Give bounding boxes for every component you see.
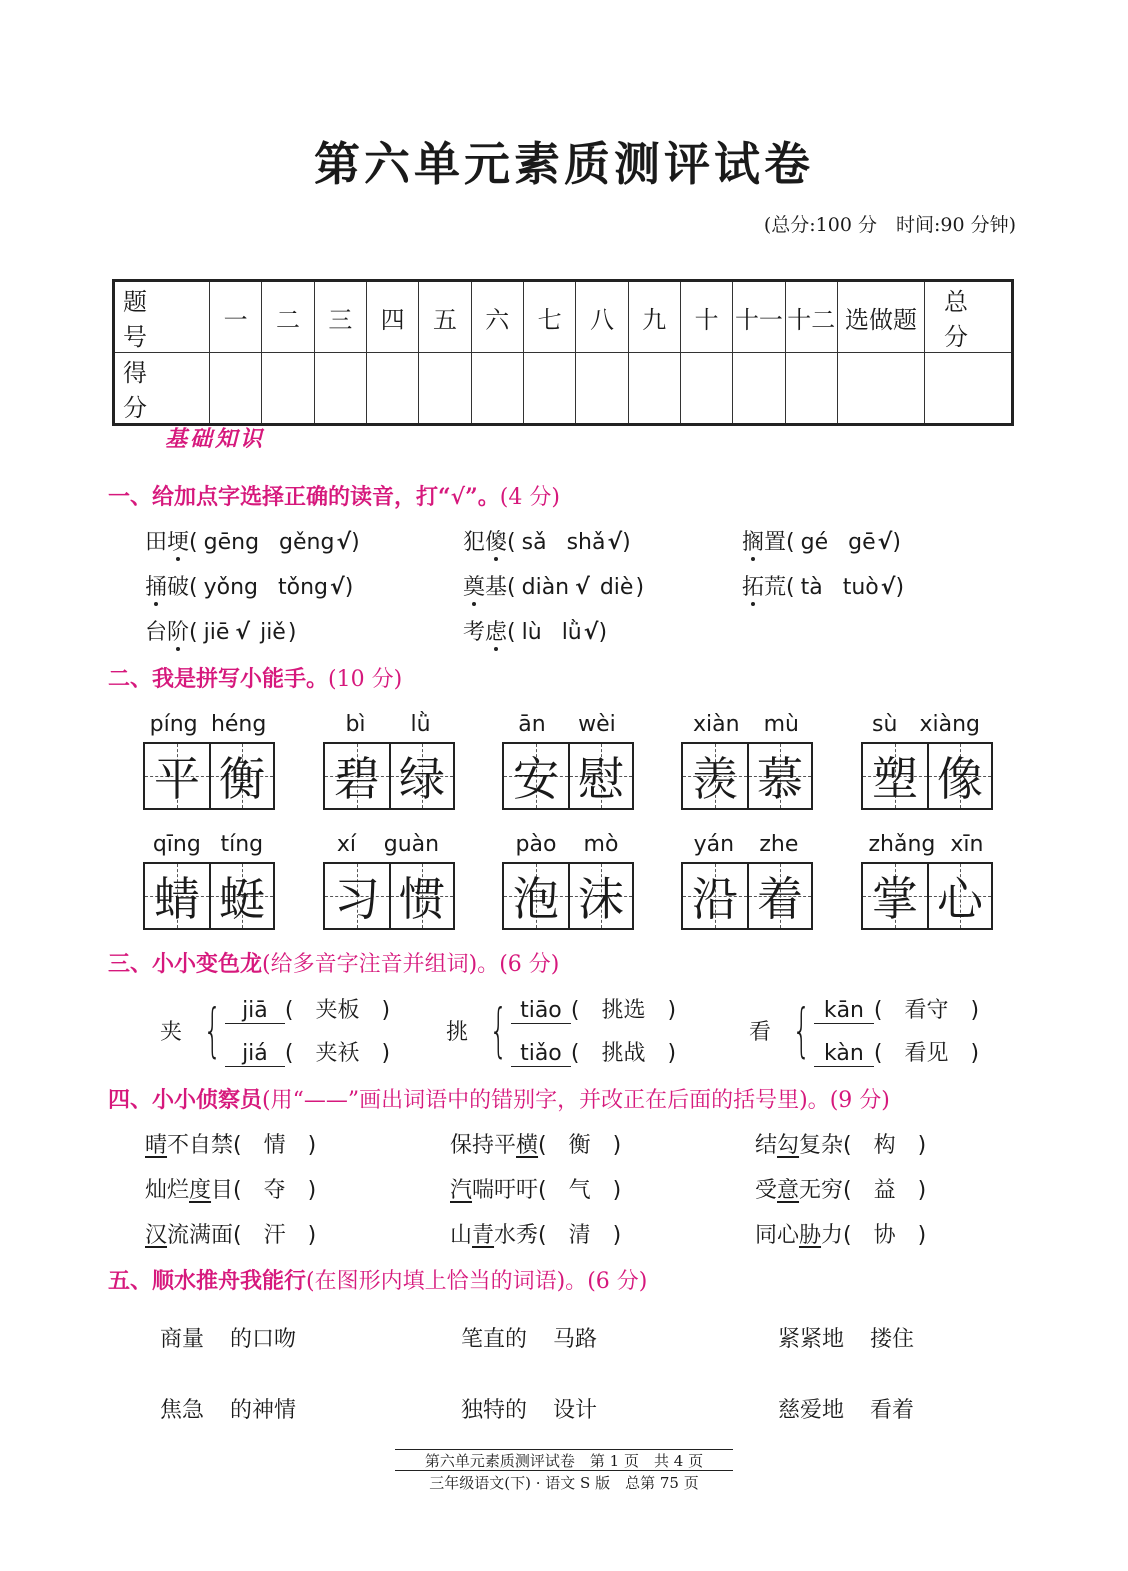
question-3-text: 三、小小变色龙 <box>108 951 263 977</box>
grid-cell[interactable] <box>568 864 632 928</box>
pinyin-answer[interactable]: kàn <box>814 1041 874 1067</box>
question-3-title <box>108 947 559 978</box>
correction-item: 山青水秀( 清 ) <box>450 1223 622 1248</box>
spelling-item <box>143 712 275 810</box>
writing-grid[interactable] <box>681 742 813 810</box>
answer-char: 平 <box>154 752 200 806</box>
wrong-char[interactable]: 汽 <box>450 1178 473 1203</box>
reading-word <box>145 620 189 645</box>
phrase-text: 保持平 <box>450 1133 517 1158</box>
reading-word <box>463 575 507 600</box>
writing-grid[interactable] <box>143 742 275 810</box>
pinyin-syllable: xí <box>336 832 357 857</box>
fill-part-a: 紧紧地 <box>778 1327 845 1352</box>
spelling-item <box>502 832 634 930</box>
answer-char: 习 <box>334 872 380 926</box>
answer-char: 着 <box>757 872 803 926</box>
fill-item <box>778 1322 914 1353</box>
table-header-cell: 八 <box>576 281 628 353</box>
question-4-title <box>108 1083 890 1114</box>
correction-answer[interactable]: 清 <box>568 1223 591 1248</box>
answer-char: 泡 <box>513 872 559 926</box>
reading-item: 奠基( diàn √ diè) <box>463 575 645 600</box>
check-mark: √ <box>575 575 590 600</box>
score-cell[interactable] <box>366 353 418 425</box>
correction-item: 同心胁力( 协 ) <box>755 1223 927 1248</box>
table-header-cell: 选做题 <box>838 281 925 353</box>
spelling-item <box>861 832 993 930</box>
grid-cell[interactable] <box>747 864 811 928</box>
check-mark: √ <box>880 575 896 600</box>
dotted-char: 捅 <box>145 575 168 600</box>
footer-line-2: 三年级语文(下) · 语文 S 版 总第 75 页 <box>429 1474 699 1492</box>
answer-char: 沫 <box>578 872 624 926</box>
pinyin-syllable: tíng <box>220 832 264 857</box>
reading-option[interactable]: gē <box>848 530 876 555</box>
footer-rule <box>395 1470 733 1471</box>
score-cell[interactable] <box>576 353 628 425</box>
reading-option[interactable]: gēng <box>203 530 260 555</box>
word-answer[interactable]: 夹袄 <box>315 1041 360 1066</box>
writing-grid[interactable] <box>143 862 275 930</box>
phrase-text: 无穷 <box>799 1178 844 1203</box>
word-answer[interactable]: 挑战 <box>601 1041 646 1066</box>
correction-item: 保持平横( 衡 ) <box>450 1133 622 1158</box>
polyphone-row: tiǎo ( 挑战 ) <box>511 1036 676 1067</box>
score-cell[interactable] <box>471 353 523 425</box>
grid-cell[interactable] <box>209 864 273 928</box>
reading-item: 捅破( yǒng tǒng√) <box>145 575 354 600</box>
reading-word <box>742 575 786 600</box>
table-header-cell: 一 <box>210 281 262 353</box>
grid-cell[interactable] <box>504 864 568 928</box>
correction-answer[interactable]: 气 <box>568 1178 591 1203</box>
fill-part-b: 的口吻 <box>230 1327 297 1352</box>
question-5-title <box>108 1264 647 1295</box>
pinyin-syllable: bì <box>345 712 366 737</box>
pinyin-syllable: yán <box>693 832 735 857</box>
table-header-cell: 十二 <box>785 281 837 353</box>
footer-line-1: 第六单元素质测评试卷 第 1 页 共 4 页 <box>424 1452 704 1470</box>
reading-option[interactable]: yǒng <box>203 575 259 600</box>
score-cell[interactable] <box>419 353 471 425</box>
answer-char: 绿 <box>399 752 445 806</box>
reading-option[interactable]: jiě <box>260 620 286 645</box>
word-char: 考 <box>463 620 486 645</box>
wrong-char[interactable]: 勾 <box>777 1133 800 1158</box>
polyphone-row: kān ( 看守 ) <box>814 993 979 1024</box>
writing-grid[interactable] <box>681 862 813 930</box>
correction-item: 汉流满面( 汗 ) <box>145 1223 317 1248</box>
answer-char: 惯 <box>399 872 445 926</box>
pinyin-syllable: ān <box>518 712 546 737</box>
fill-item <box>160 1393 296 1424</box>
writing-grid[interactable] <box>323 742 455 810</box>
section-category: 基础知识 <box>165 426 266 452</box>
pinyin-answer[interactable]: kān <box>814 998 874 1024</box>
fill-item <box>778 1393 914 1424</box>
grid-cell[interactable] <box>863 864 927 928</box>
pinyin-syllable: píng <box>149 712 198 737</box>
spelling-item <box>681 712 813 810</box>
fill-part-b[interactable]: 马路 <box>553 1327 598 1352</box>
answer-char: 像 <box>937 752 983 806</box>
grid-cell[interactable] <box>927 864 991 928</box>
check-mark: √ <box>607 530 623 555</box>
question-2-text: 二、我是拼写小能手。 <box>108 666 329 692</box>
phrase-text: 结 <box>755 1133 778 1158</box>
score-cell[interactable] <box>314 353 366 425</box>
question-1-text: 一、给加点字选择正确的读音，打“√”。 <box>108 484 500 510</box>
pinyin-syllable: mò <box>583 832 619 857</box>
correction-answer[interactable]: 情 <box>263 1133 286 1158</box>
phrase-text: 喘吁吁 <box>472 1178 539 1203</box>
reading-word <box>463 530 507 555</box>
word-char: 田 <box>145 530 168 555</box>
grid-cell[interactable] <box>145 864 209 928</box>
correction-item: 灿烂度目( 夺 ) <box>145 1178 317 1203</box>
answer-char: 掌 <box>872 872 918 926</box>
answer-char: 衡 <box>219 752 265 806</box>
reading-option[interactable]: tǒng <box>278 575 329 600</box>
check-mark: √ <box>583 620 599 645</box>
fill-item <box>461 1322 597 1353</box>
question-3-points: (6 分) <box>499 952 560 977</box>
pinyin-row <box>502 832 632 857</box>
score-cell[interactable] <box>523 353 575 425</box>
grid-cell[interactable] <box>683 744 747 808</box>
answer-char: 蜻 <box>154 872 200 926</box>
word-char: 破 <box>167 575 190 600</box>
reading-option[interactable]: shǎ <box>566 530 606 555</box>
grid-cell[interactable] <box>683 864 747 928</box>
phrase-text: 水秀 <box>494 1223 539 1248</box>
correction-answer[interactable]: 益 <box>873 1178 896 1203</box>
pinyin-row <box>681 712 811 737</box>
fill-part-b[interactable]: 设计 <box>553 1398 598 1423</box>
spelling-item <box>861 712 993 810</box>
correction-answer[interactable]: 构 <box>873 1133 896 1158</box>
polyphone-rows <box>511 993 676 1067</box>
pinyin-row <box>323 712 453 737</box>
reading-option[interactable]: sǎ <box>521 530 547 555</box>
score-header-row <box>114 281 1013 353</box>
dotted-char: 虑 <box>485 620 508 645</box>
exam-meta: (总分:100 分 时间:90 分钟) <box>763 214 1016 236</box>
reading-item: 搁置( gé gē√) <box>742 530 901 555</box>
pinyin-syllable: zhe <box>759 832 799 857</box>
score-cell[interactable] <box>262 353 314 425</box>
fill-part-a: 笔直的 <box>461 1327 528 1352</box>
pinyin-row <box>861 832 991 857</box>
check-mark: √ <box>330 575 345 600</box>
table-header-cell: 三 <box>314 281 366 353</box>
question-2-title <box>108 662 402 693</box>
polyphone-group <box>749 990 979 1070</box>
grid-cell[interactable] <box>325 744 389 808</box>
wrong-char[interactable]: 晴 <box>145 1133 168 1158</box>
pinyin-syllable: mù <box>763 712 799 737</box>
phrase-text: 不自禁 <box>167 1133 234 1158</box>
page-title: 第六单元素质测评试卷 <box>314 137 814 191</box>
phrase-text: 复杂 <box>799 1133 844 1158</box>
fill-part-b[interactable]: 看着 <box>870 1398 915 1423</box>
pinyin-answer[interactable]: tiǎo <box>511 1041 571 1067</box>
correction-answer[interactable]: 汗 <box>263 1223 286 1248</box>
fill-part-b: 的神情 <box>230 1398 297 1423</box>
question-4-points: (9 分) <box>829 1088 890 1113</box>
writing-grid[interactable] <box>861 862 993 930</box>
check-mark: √ <box>235 620 251 645</box>
pinyin-syllable: xiàng <box>919 712 980 737</box>
pinyin-syllable: héng <box>210 712 267 737</box>
polyphone-group <box>160 990 390 1070</box>
phrase-text: 山 <box>450 1223 473 1248</box>
polyphone-char: 看 <box>749 1019 772 1045</box>
correction-answer[interactable]: 协 <box>873 1223 896 1248</box>
pinyin-row <box>502 712 632 737</box>
grid-cell[interactable] <box>325 864 389 928</box>
pinyin-row <box>323 832 453 857</box>
table-header-cell: 题 号 <box>114 281 210 353</box>
correction-answer[interactable]: 衡 <box>568 1133 591 1158</box>
score-cell[interactable] <box>680 353 732 425</box>
answer-char: 心 <box>937 872 983 926</box>
answer-char: 沿 <box>692 872 738 926</box>
grid-cell[interactable] <box>568 744 632 808</box>
word-char: 基 <box>485 575 508 600</box>
question-5-text: 五、顺水推舟我能行 <box>108 1268 307 1294</box>
table-header-cell: 五 <box>419 281 471 353</box>
polyphone-row: tiāo ( 挑选 ) <box>511 993 676 1024</box>
reading-item: 拓荒( tà tuò√) <box>742 575 905 600</box>
score-cell[interactable] <box>838 353 925 425</box>
word-answer[interactable]: 看见 <box>904 1041 949 1066</box>
answer-char: 羡 <box>692 752 738 806</box>
pinyin-syllable: sù <box>872 712 898 737</box>
word-char: 置 <box>764 530 787 555</box>
pinyin-syllable: wèi <box>578 712 616 737</box>
reading-item: 台阶( jiē √ jiě) <box>145 620 297 645</box>
grid-cell[interactable] <box>927 744 991 808</box>
grid-cell[interactable] <box>504 744 568 808</box>
writing-grid[interactable] <box>502 742 634 810</box>
wrong-char[interactable]: 度 <box>189 1178 212 1203</box>
correction-item: 晴不自禁( 情 ) <box>145 1133 317 1158</box>
dotted-char: 埂 <box>167 530 190 555</box>
fill-part-a: 独特的 <box>461 1398 528 1423</box>
reading-word <box>463 620 507 645</box>
spelling-item <box>143 832 275 930</box>
question-5-note: (在图形内填上恰当的词语)。 <box>306 1269 588 1294</box>
pinyin-row <box>861 712 991 737</box>
score-cell[interactable] <box>785 353 837 425</box>
writing-grid[interactable] <box>861 742 993 810</box>
question-4-text: 四、小小侦察员 <box>108 1087 263 1113</box>
word-answer[interactable]: 夹板 <box>315 998 360 1023</box>
polyphone-row: kàn ( 看见 ) <box>814 1036 979 1067</box>
reading-option[interactable]: lù <box>521 620 542 645</box>
score-table <box>112 279 1040 426</box>
check-mark: √ <box>877 530 893 555</box>
phrase-text: 力 <box>821 1223 844 1248</box>
grid-cell[interactable] <box>863 744 927 808</box>
word-answer[interactable]: 挑选 <box>601 998 646 1023</box>
table-header-cell: 总 分 <box>925 281 1013 353</box>
wrong-char[interactable]: 横 <box>516 1133 539 1158</box>
reading-word <box>742 530 786 555</box>
fill-item <box>160 1322 296 1353</box>
writing-grid[interactable] <box>323 862 455 930</box>
score-cell[interactable] <box>628 353 680 425</box>
table-header-cell: 十一 <box>733 281 785 353</box>
grid-cell[interactable] <box>145 744 209 808</box>
polyphone-group <box>446 990 676 1070</box>
score-cell[interactable] <box>925 353 1013 425</box>
brace-icon: { <box>489 996 508 1064</box>
question-4-note: (用“——”画出词语中的错别字，并改正在后面的括号里)。 <box>262 1088 830 1113</box>
dotted-char: 傻 <box>485 530 508 555</box>
question-5-points: (6 分) <box>587 1269 648 1294</box>
spelling-item <box>323 832 455 930</box>
pinyin-syllable: xīn <box>950 832 984 857</box>
pinyin-syllable: lǜ <box>410 712 431 737</box>
reading-item: 田埂( gēng gěng√) <box>145 530 360 555</box>
writing-grid[interactable] <box>502 862 634 930</box>
pinyin-answer[interactable]: jiá <box>225 1041 285 1067</box>
dotted-char: 阶 <box>167 620 190 645</box>
reading-word <box>145 530 189 555</box>
score-row-label: 得 分 <box>114 353 210 425</box>
reading-option[interactable]: gěng <box>279 530 335 555</box>
phrase-text: 灿烂 <box>145 1178 190 1203</box>
dotted-char: 奠 <box>463 575 486 600</box>
polyphone-char: 挑 <box>446 1019 469 1045</box>
answer-char: 慰 <box>578 752 624 806</box>
word-answer[interactable]: 看守 <box>904 998 949 1023</box>
grid-cell[interactable] <box>389 864 453 928</box>
polyphone-rows <box>814 993 979 1067</box>
word-char: 荒 <box>764 575 787 600</box>
pinyin-syllable: qīng <box>152 832 201 857</box>
pinyin-answer[interactable]: jiā <box>225 998 285 1024</box>
answer-char: 蜓 <box>219 872 265 926</box>
fill-item <box>461 1393 597 1424</box>
fill-part-a: 慈爱地 <box>778 1398 845 1423</box>
answer-char: 慕 <box>757 752 803 806</box>
correction-item: 受意无穷( 益 ) <box>755 1178 927 1203</box>
reading-option[interactable]: lǜ <box>561 620 582 645</box>
phrase-text: 受 <box>755 1178 778 1203</box>
pinyin-answer[interactable]: tiāo <box>511 998 571 1024</box>
reading-item: 犯傻( sǎ shǎ√) <box>463 530 631 555</box>
answer-char: 安 <box>513 752 559 806</box>
pinyin-syllable: xiàn <box>693 712 740 737</box>
answer-char: 碧 <box>334 752 380 806</box>
correction-item: 汽喘吁吁( 气 ) <box>450 1178 622 1203</box>
brace-icon: { <box>792 996 811 1064</box>
pinyin-syllable: guàn <box>383 832 440 857</box>
pinyin-row <box>681 832 811 857</box>
reading-item: 考虑( lù lǜ√) <box>463 620 608 645</box>
question-3-note: (给多音字注音并组词)。 <box>262 952 500 977</box>
grid-cell[interactable] <box>209 744 273 808</box>
polyphone-row: jiá ( 夹袄 ) <box>225 1036 390 1067</box>
correction-answer[interactable]: 夺 <box>263 1178 286 1203</box>
question-1-title <box>108 480 560 511</box>
table-header-cell: 九 <box>628 281 680 353</box>
table-header-cell: 四 <box>366 281 418 353</box>
polyphone-char: 夹 <box>160 1019 183 1045</box>
wrong-char[interactable]: 胁 <box>799 1223 822 1248</box>
polyphone-row: jiā ( 夹板 ) <box>225 993 390 1024</box>
word-char: 犯 <box>463 530 486 555</box>
word-char: 台 <box>145 620 168 645</box>
reading-word <box>145 575 189 600</box>
check-mark: √ <box>336 530 352 555</box>
table-header-cell: 六 <box>471 281 523 353</box>
reading-option[interactable]: gé <box>800 530 829 555</box>
phrase-text: 目 <box>211 1178 234 1203</box>
question-1-points: (4 分) <box>499 485 560 510</box>
pinyin-syllable: zhǎng <box>868 832 936 857</box>
phrase-text: 同心 <box>755 1223 800 1248</box>
spelling-item <box>502 712 634 810</box>
table-header-cell: 十 <box>680 281 732 353</box>
table-header-cell: 七 <box>523 281 575 353</box>
answer-char: 塑 <box>872 752 918 806</box>
score-cell[interactable] <box>733 353 785 425</box>
reading-option[interactable]: diàn <box>521 575 570 600</box>
phrase-text: 流满面 <box>167 1223 234 1248</box>
wrong-char[interactable]: 汉 <box>145 1223 168 1248</box>
wrong-char[interactable]: 青 <box>472 1223 495 1248</box>
dotted-char: 拓 <box>742 575 765 600</box>
spelling-item <box>681 832 813 930</box>
wrong-char[interactable]: 意 <box>777 1178 800 1203</box>
pinyin-row <box>143 832 273 857</box>
reading-option[interactable]: diè <box>599 575 634 600</box>
reading-option[interactable]: jiē <box>203 620 230 645</box>
fill-part-b[interactable]: 搂住 <box>870 1327 915 1352</box>
pinyin-row <box>143 712 273 737</box>
table-header-cell: 二 <box>262 281 314 353</box>
reading-option[interactable]: tà <box>800 575 823 600</box>
spelling-item <box>323 712 455 810</box>
grid-cell[interactable] <box>747 744 811 808</box>
pinyin-syllable: pào <box>515 832 557 857</box>
reading-option[interactable]: tuò <box>842 575 879 600</box>
question-2-points: (10 分) <box>328 667 403 692</box>
brace-icon: { <box>203 996 222 1064</box>
score-input-row <box>114 353 1013 425</box>
grid-cell[interactable] <box>389 744 453 808</box>
fill-part-a[interactable]: 商量 <box>160 1327 205 1352</box>
polyphone-rows <box>225 993 390 1067</box>
fill-part-a[interactable]: 焦急 <box>160 1398 205 1423</box>
correction-item: 结勾复杂( 构 ) <box>755 1133 927 1158</box>
dotted-char: 搁 <box>742 530 765 555</box>
